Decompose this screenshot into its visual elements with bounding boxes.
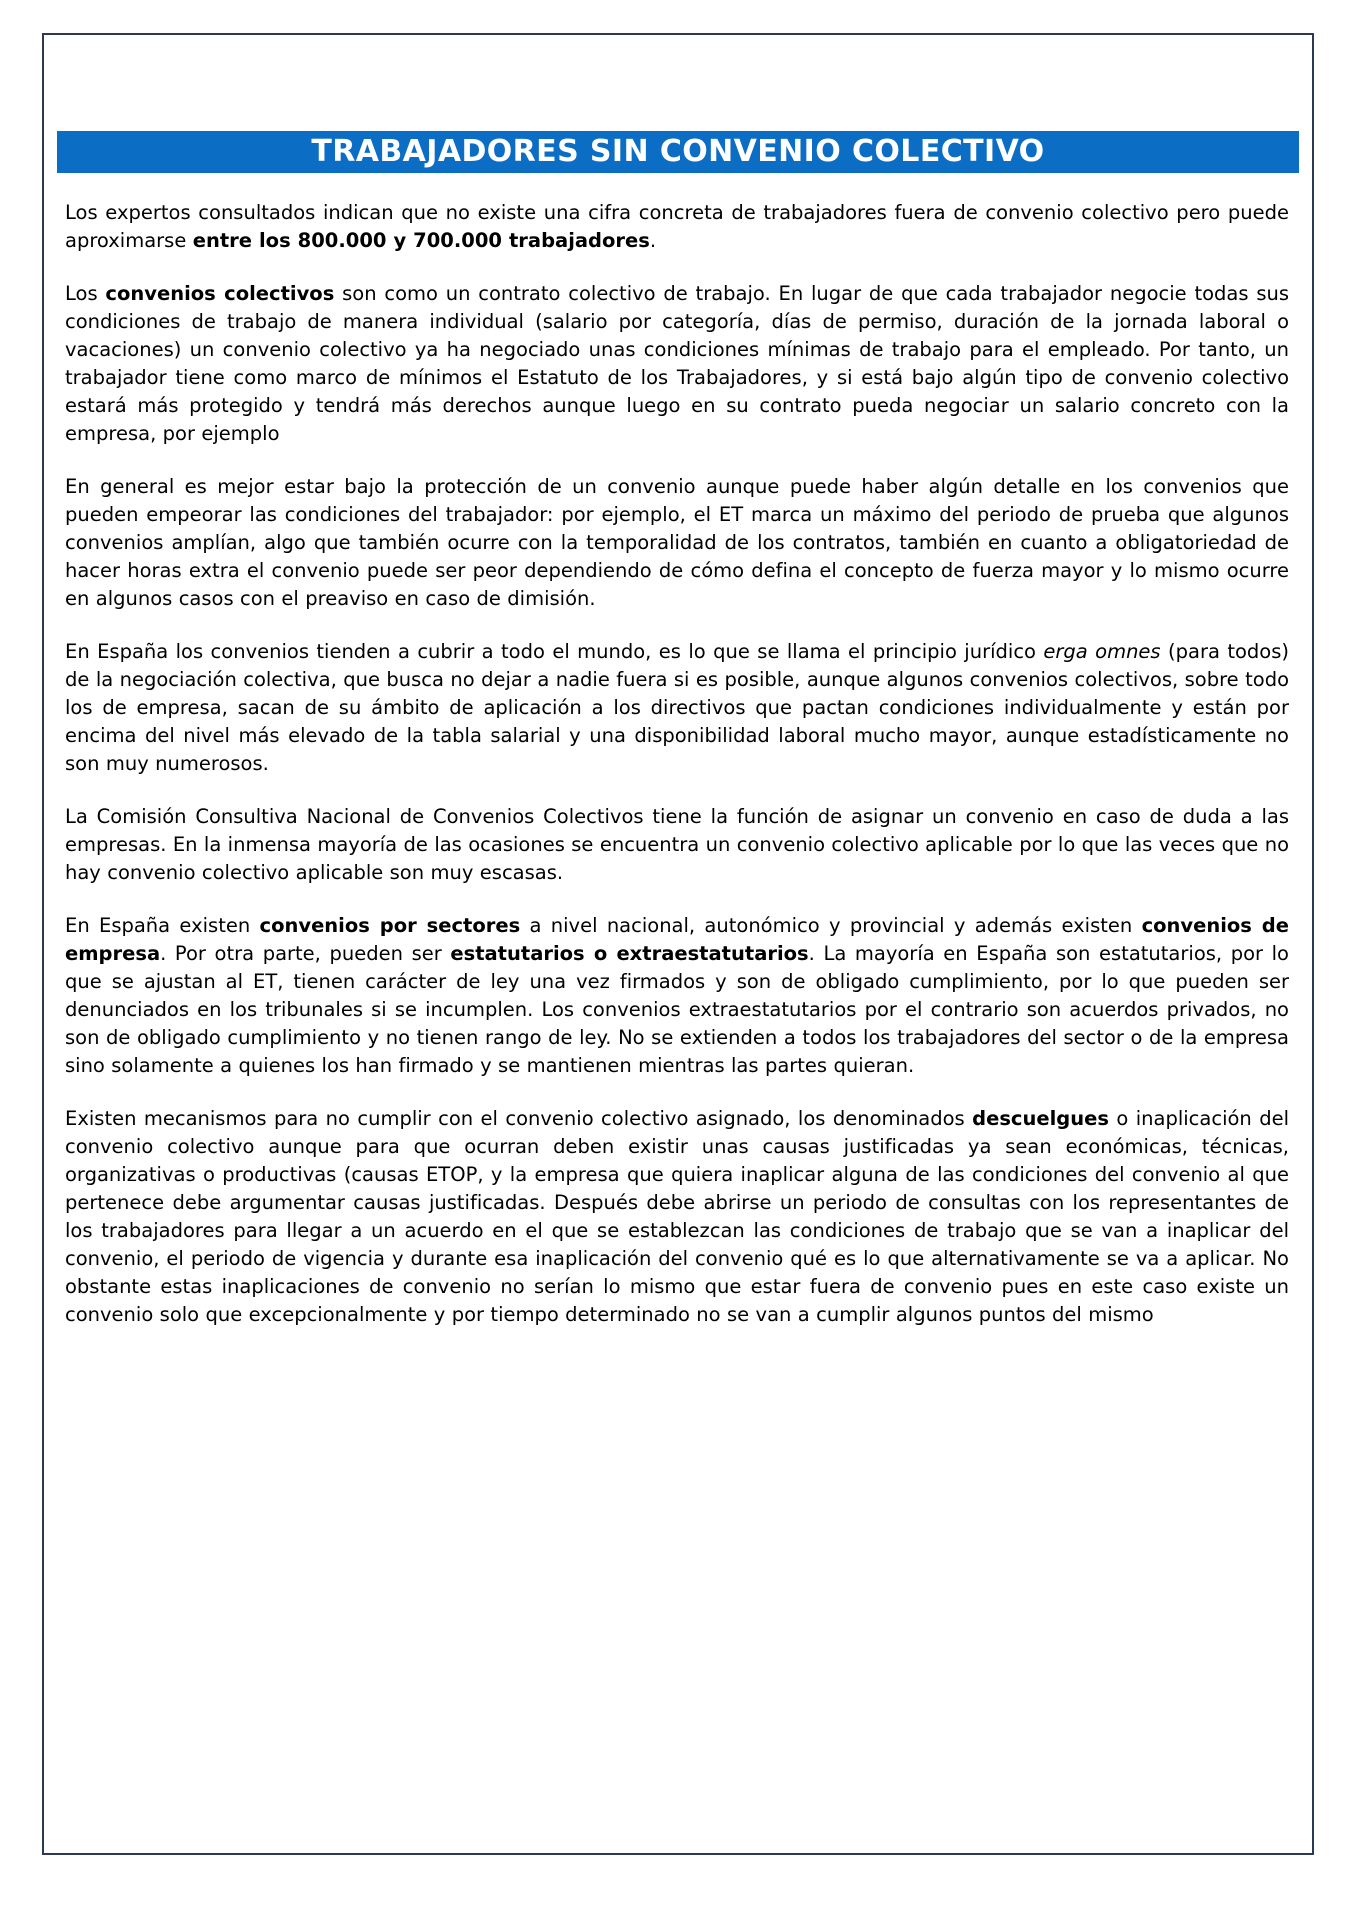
paragraph-6-run-5: . Por otra parte, pueden ser [160, 942, 451, 965]
paragraph-3-run-1: En general es mejor estar bajo la protección de un convenio aunque puede haber algún detalle en los convenios que pueden empeorar las condiciones del trabajador: por ejemplo, el ET marca un máximo del periodo de prueba que algunos convenios amplían, algo que también ocurre con la temporalidad de los contratos, también en cuanto a obligatoriedad de hacer horas extra el convenio puede ser peor dependiendo de cómo defina el concepto de fuerza mayor y lo mismo ocurre en algunos casos con el preaviso en caso de dimisión. [65, 475, 1289, 610]
paragraph-4 [65, 638, 1289, 778]
document-page [42, 33, 1314, 1855]
paragraph-4-italic-latin-term: erga omnes [1043, 640, 1161, 663]
paragraph-4-run-3: (para todos) de la negociación colectiva, que busca no dejar a nadie fuera si es posible, aunque algunos convenios colectivos, sobre todo los de empresa, sacan de su ámbito de aplicación a los directivos que pactan condiciones individualmente y están por encima del nivel más elevado de la tabla salarial y una disponibilidad laboral mucho mayor, aunque estadísticamente no son muy numerosos. [65, 640, 1289, 775]
paragraph-3 [65, 473, 1289, 613]
paragraph-1 [65, 199, 1289, 255]
paragraph-4-run-1: En España los convenios tienden a cubrir a todo el mundo, es lo que se llama el principio jurídico [65, 640, 1044, 663]
paragraph-6-bold-term-1: convenios por sectores [259, 914, 521, 937]
paragraph-2-run-3: son como un contrato colectivo de trabajo. En lugar de que cada trabajador negocie todas sus condiciones de trabajo de manera individual (salario por categoría, días de permiso, duración de la jornada laboral o vacaciones) un convenio colectivo ya ha negociado unas condiciones mínimas de trabajo para el empleado. Por tanto, un trabajador tiene como marco de mínimos el Estatuto de los Trabajadores, y si está bajo algún tipo de convenio colectivo estará más protegido y tendrá más derechos aunque luego en su contrato pueda negociar un salario concreto con la empresa, por ejemplo [65, 282, 1289, 445]
paragraph-5-run-1: La Comisión Consultiva Nacional de Convenios Colectivos tiene la función de asignar un convenio en caso de duda a las empresas. En la inmensa mayoría de las ocasiones se encuentra un convenio colectivo aplicable por lo que las veces que no hay convenio colectivo aplicable son muy escasas. [65, 805, 1289, 884]
paragraph-1-run-1: Los expertos consultados indican que no existe una cifra concreta de trabajadores fuera de convenio colectivo pero puede aproximarse [65, 201, 1289, 252]
paragraph-2 [65, 280, 1289, 448]
paragraph-5 [65, 803, 1289, 887]
paragraph-2-bold-term: convenios colectivos [105, 282, 335, 305]
document-body [57, 199, 1299, 1329]
paragraph-6-bold-term-2: convenios de empresa [65, 914, 1289, 965]
paragraph-6-run-1: En España existen [65, 914, 260, 937]
document-title-banner [57, 131, 1299, 173]
paragraph-6-run-3: a nivel nacional, autonómico y provincial y además existen [520, 914, 1142, 937]
paragraph-1-run-3: . [649, 229, 657, 252]
paragraph-6 [65, 912, 1289, 1080]
paragraph-7 [65, 1105, 1289, 1329]
page-content-area [57, 35, 1299, 1853]
paragraph-2-run-1: Los [65, 282, 106, 305]
paragraph-7-bold-term: descuelgues [972, 1107, 1109, 1130]
paragraph-7-run-1: Existen mecanismos para no cumplir con el convenio colectivo asignado, los denominados [65, 1107, 973, 1130]
paragraph-6-run-7: . La mayoría en España son estatutarios, por lo que se ajustan al ET, tienen carácter de ley una vez firmados y son de obligado cumplimiento, por lo que pueden ser denunciados en los tribunales si se incumplen. Los convenios extraestatutarios por el contrario son acuerdos privados, no son de obligado cumplimiento y no tienen rango de ley. No se extienden a todos los trabajadores del sector o de la empresa sino solamente a quienes los han firmado y se mantienen mientras las partes quieran. [65, 942, 1289, 1077]
page-title: TRABAJADORES SIN CONVENIO COLECTIVO [311, 134, 1045, 169]
paragraph-6-bold-term-3: estatutarios o extraestatutarios [450, 942, 809, 965]
paragraph-1-bold-figures: entre los 800.000 y 700.000 trabajadores [192, 229, 650, 252]
paragraph-7-run-3: o inaplicación del convenio colectivo aunque para que ocurran deben existir unas causas justificadas ya sean económicas, técnicas, organizativas o productivas (causas ETOP, y la empresa que quiera inaplicar alguna de las condiciones del convenio al que pertenece debe argumentar causas justificadas. Después debe abrirse un periodo de consultas con los representantes de los trabajadores para llegar a un acuerdo en el que se establezcan las condiciones de trabajo que se van a inaplicar del convenio, el periodo de vigencia y durante esa inaplicación del convenio qué es lo que alternativamente se va a aplicar. No obstante estas inaplicaciones de convenio no serían lo mismo que estar fuera de convenio pues en este caso existe un convenio solo que excepcionalmente y por tiempo determinado no se van a cumplir algunos puntos del mismo [65, 1107, 1289, 1326]
